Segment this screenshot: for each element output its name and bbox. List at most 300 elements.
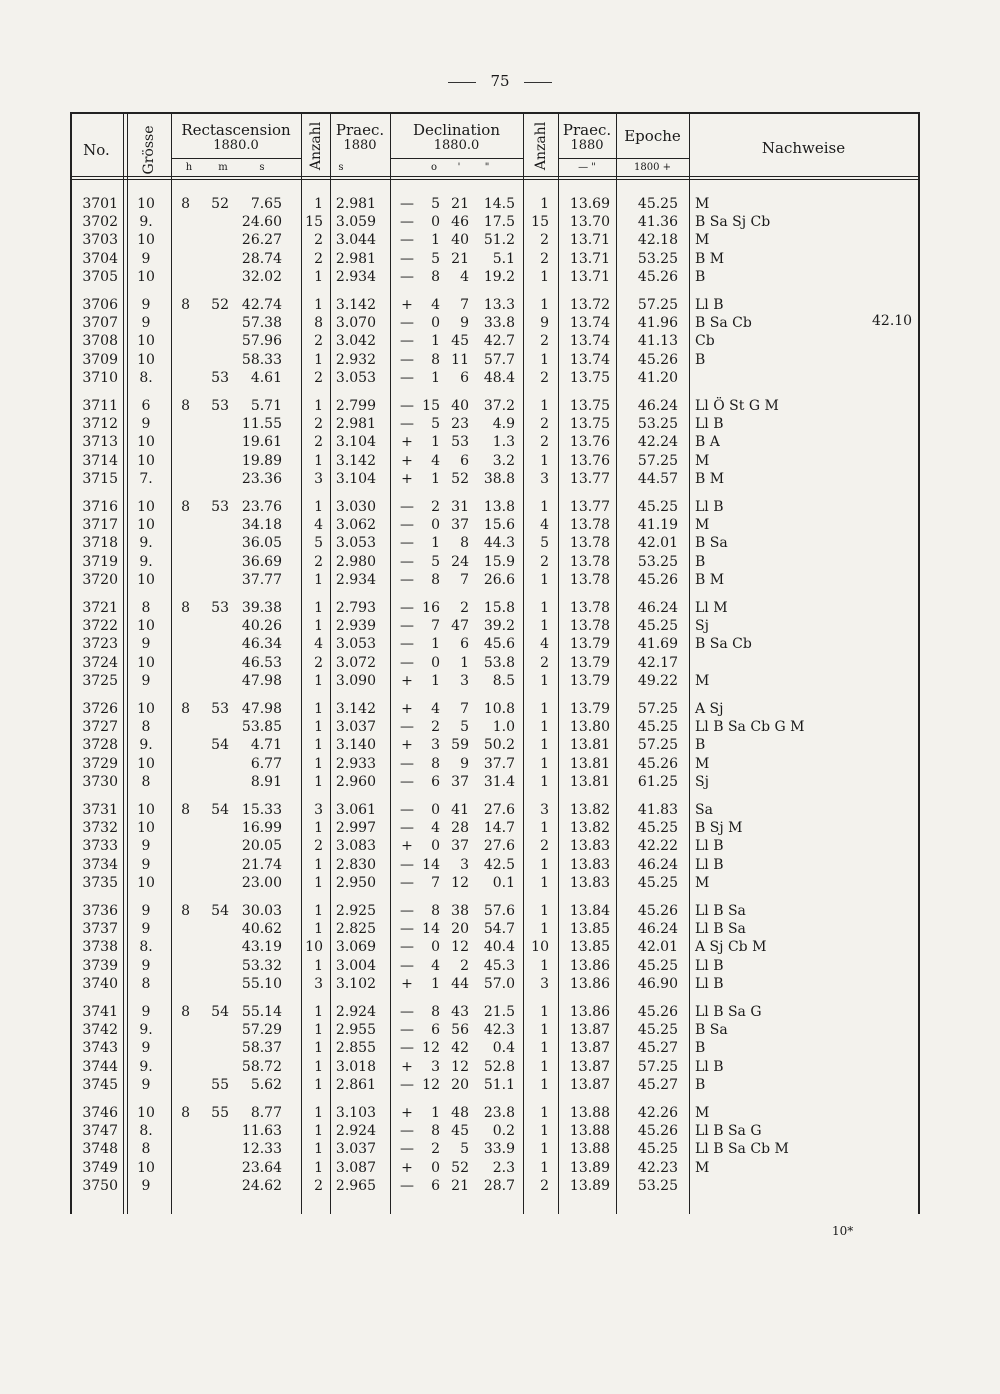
cell-nachweise: B [695,351,706,368]
header-nachweise: Nachweise [761,139,846,157]
cell-dec-min: 44 [451,975,469,992]
cell-dec-sign: + [401,737,413,754]
cell-nachweise: Ll M [695,600,728,616]
cell-ra-s: 19.89 [241,452,282,469]
cell-praec2: 13.81 [569,737,610,754]
cell-no: 3749 [82,1159,118,1176]
cell-ra-s: 40.26 [241,618,282,635]
cell-dec-sign: + [401,838,413,855]
cell-dec-sign: — [400,398,414,414]
cell-dec-sign: — [400,1040,414,1057]
cell-praec2: 13.85 [569,921,610,938]
header-praec2-title: Praec. [562,121,612,139]
cell-dec-sign: — [400,802,414,818]
cell-praec2: 13.87 [569,1058,610,1075]
cell-epoche: 53.25 [637,250,678,267]
cell-nachweise: B [695,1076,706,1093]
cell-dec-min: 59 [451,737,469,754]
cell-dec-sec: 42.5 [483,856,515,873]
cell-ra-s: 28.74 [241,250,282,267]
cell-anzahl2: 1 [540,773,549,790]
cell-anzahl1: 1 [314,1022,323,1039]
cell-praec1: 2.799 [335,398,376,414]
cell-anzahl1: 1 [314,874,323,891]
cell-dec-deg: 2 [431,499,440,515]
header-dec-deg: o [430,162,438,173]
cell-dec-sign: — [400,1123,414,1140]
cell-dec-sign: + [401,452,413,469]
cell-nachweise: A Sj [695,701,724,717]
table-row [70,433,920,451]
cell-ra-s: 11.63 [241,1123,282,1140]
cell-ra-s: 55.10 [241,975,282,992]
table-row [70,736,920,754]
cell-dec-sec: 15.9 [483,553,515,570]
cell-no: 3724 [82,654,118,671]
cell-praec2: 13.82 [569,802,610,818]
cell-dec-min: 3 [460,856,469,873]
cell-anzahl1: 3 [314,975,323,992]
cell-dec-deg: 5 [431,196,440,212]
cell-groesse: 10 [137,434,155,451]
cell-dec-sec: 1.0 [492,719,515,736]
cell-ra-s: 6.77 [250,755,282,772]
cell-nachweise: Sj [695,773,709,790]
cell-praec2: 13.79 [569,701,610,717]
cell-anzahl1: 1 [314,921,323,938]
cell-praec1: 2.950 [335,874,376,891]
cell-groesse: 10 [137,701,155,717]
header-dec-sec: " [484,162,490,173]
cell-praec2: 13.87 [569,1040,610,1057]
cell-groesse: 9 [141,315,151,332]
cell-dec-sec: 57.0 [483,975,515,992]
cell-dec-sign: — [400,600,414,616]
cell-praec2: 13.74 [569,351,610,368]
cell-praec2: 13.85 [569,939,610,956]
cell-epoche: 46.24 [637,921,678,938]
cell-epoche: 46.24 [637,856,678,873]
cell-nachweise: M [695,232,710,249]
cell-groesse: 8 [141,600,151,616]
cell-dec-deg: 1 [431,975,440,992]
cell-groesse: 9 [141,250,151,267]
cell-dec-sign: — [400,755,414,772]
cell-anzahl2: 1 [540,1076,549,1093]
cell-dec-min: 43 [451,1004,469,1020]
cell-dec-sign: + [401,1159,413,1176]
table-row [70,1076,920,1094]
header-ra-s: s [259,162,265,173]
cell-dec-sec: 38.8 [483,470,515,487]
cell-ra-s: 55.14 [241,1004,282,1020]
cell-dec-min: 5 [460,719,469,736]
cell-anzahl1: 1 [314,1076,323,1093]
cell-dec-min: 4 [460,268,469,285]
cell-dec-deg: 14 [422,921,440,938]
cell-epoche: 42.01 [637,535,678,552]
cell-praec2: 13.75 [569,416,610,433]
cell-dec-sign: — [400,535,414,552]
header-praec1-title: Praec. [335,121,385,139]
cell-dec-sec: 50.2 [483,737,515,754]
cell-no: 3742 [82,1022,118,1039]
cell-epoche: 57.25 [637,297,678,313]
cell-anzahl1: 2 [314,553,323,570]
cell-praec1: 3.044 [335,232,376,249]
cell-anzahl1: 2 [314,434,323,451]
cell-no: 3701 [82,196,118,212]
header-anzahl1: Anzahl [308,121,324,171]
cell-ra-s: 57.38 [241,315,282,332]
cell-dec-sign: — [400,1177,414,1194]
cell-no: 3722 [82,618,118,635]
cell-no: 3711 [82,398,118,414]
header-rule [70,176,920,177]
cell-dec-deg: 0 [431,939,440,956]
cell-dec-min: 7 [460,701,469,717]
cell-praec2: 13.78 [569,618,610,635]
cell-ra-h: 8 [181,297,190,313]
table-top-rule [70,112,920,114]
cell-dec-sign: — [400,1004,414,1020]
cell-epoche: 49.22 [637,672,678,689]
cell-groesse: 9. [139,737,153,754]
cell-praec2: 13.77 [569,470,610,487]
table-row [70,975,920,993]
cell-dec-sec: 54.7 [483,921,515,938]
cell-praec1: 2.861 [335,1076,376,1093]
cell-anzahl2: 3 [540,802,549,818]
cell-dec-deg: 1 [431,434,440,451]
cell-groesse: 9 [141,856,151,873]
cell-praec1: 3.142 [335,701,376,717]
cell-dec-min: 3 [460,672,469,689]
cell-epoche: 41.69 [637,636,678,653]
table-row [70,1021,920,1039]
cell-no: 3729 [82,755,118,772]
cell-dec-sec: 40.4 [483,939,515,956]
cell-ra-s: 16.99 [241,820,282,837]
cell-anzahl1: 2 [314,232,323,249]
cell-groesse: 10 [137,499,155,515]
cell-groesse: 6 [141,398,151,414]
table-row [70,1122,920,1140]
cell-anzahl2: 15 [531,214,549,231]
cell-dec-sec: 21.5 [483,1004,515,1020]
cell-dec-min: 6 [460,369,469,386]
header-dec-epoch: 1880.0 [433,138,480,153]
cell-dec-sec: 19.2 [483,268,515,285]
cell-anzahl2: 1 [540,1123,549,1140]
table-row [70,571,920,589]
cell-epoche: 46.24 [637,600,678,616]
cell-no: 3737 [82,921,118,938]
cell-anzahl2: 9 [540,315,549,332]
cell-dec-min: 20 [451,1076,469,1093]
cell-groesse: 10 [137,1105,155,1121]
cell-nachweise: A Sj Cb M [695,939,767,956]
cell-groesse: 9 [141,1177,151,1194]
cell-nachweise: Ll B Sa Cb M [695,1141,789,1158]
cell-groesse: 8 [141,719,151,736]
cell-dec-deg: 15 [422,398,440,414]
cell-no: 3747 [82,1123,118,1140]
cell-anzahl1: 2 [314,369,323,386]
cell-dec-deg: 0 [431,214,440,231]
cell-no: 3736 [82,903,118,919]
cell-dec-sec: 26.6 [483,571,515,588]
cell-no: 3704 [82,250,118,267]
cell-dec-sec: 42.7 [483,333,515,350]
cell-dec-sec: 51.2 [483,232,515,249]
cell-anzahl2: 2 [540,250,549,267]
cell-ra-s: 12.33 [241,1141,282,1158]
cell-epoche: 42.22 [637,838,678,855]
cell-praec1: 2.981 [335,250,376,267]
cell-ra-s: 57.96 [241,333,282,350]
cell-no: 3702 [82,214,118,231]
cell-ra-s: 26.27 [241,232,282,249]
cell-anzahl2: 1 [540,1004,549,1020]
cell-dec-deg: 1 [431,672,440,689]
cell-anzahl2: 3 [540,975,549,992]
cell-anzahl1: 1 [314,499,323,515]
cell-nachweise: Sj [695,618,709,635]
cell-dec-sec: 53.8 [483,654,515,671]
cell-praec2: 13.76 [569,452,610,469]
header-ra-h: h [185,162,193,173]
cell-praec1: 2.965 [335,1177,376,1194]
cell-dec-sign: — [400,1141,414,1158]
cell-dec-min: 2 [460,957,469,974]
cell-anzahl2: 1 [540,268,549,285]
cell-ra-s: 21.74 [241,856,282,873]
cell-ra-s: 47.98 [241,701,282,717]
cell-anzahl1: 5 [314,535,323,552]
cell-dec-min: 21 [451,196,469,212]
table-row [70,920,920,938]
cell-anzahl2: 1 [540,1159,549,1176]
cell-no: 3715 [82,470,118,487]
table-row [70,718,920,736]
cell-praec2: 13.74 [569,315,610,332]
cell-anzahl2: 1 [540,499,549,515]
cell-anzahl1: 1 [314,1058,323,1075]
cell-dec-deg: 6 [431,1022,440,1039]
cell-dec-sec: 33.9 [483,1141,515,1158]
cell-ra-s: 24.62 [241,1177,282,1194]
cell-dec-min: 37 [451,517,469,534]
cell-dec-sec: 14.5 [483,196,515,212]
table-row [70,902,920,920]
cell-epoche: 41.83 [637,802,678,818]
cell-epoche: 57.25 [637,1058,678,1075]
cell-anzahl1: 1 [314,701,323,717]
cell-groesse: 9. [139,535,153,552]
cell-nachweise: Ll B Sa [695,921,746,938]
cell-dec-min: 40 [451,398,469,414]
cell-dec-deg: 4 [431,297,440,313]
table-row [70,1003,920,1021]
cell-groesse: 10 [137,755,155,772]
cell-praec1: 3.018 [335,1058,376,1075]
cell-anzahl1: 1 [314,672,323,689]
cell-anzahl1: 4 [314,636,323,653]
cell-praec1: 3.053 [335,369,376,386]
cell-no: 3718 [82,535,118,552]
cell-epoche: 45.26 [637,1123,678,1140]
cell-groesse: 8 [141,1141,151,1158]
cell-dec-min: 38 [451,903,469,919]
cell-no: 3713 [82,434,118,451]
cell-dec-min: 7 [460,297,469,313]
cell-dec-sign: + [401,297,413,313]
cell-groesse: 10 [137,196,155,212]
cell-praec1: 3.103 [335,1105,376,1121]
cell-dec-sign: + [401,1058,413,1075]
table-row [70,654,920,672]
cell-praec2: 13.72 [569,297,610,313]
cell-praec1: 3.070 [335,315,376,332]
cell-praec1: 3.059 [335,214,376,231]
cell-praec2: 13.75 [569,369,610,386]
header-ra-epoch: 1880.0 [213,138,259,153]
cell-praec2: 13.88 [569,1141,610,1158]
cell-nachweise: B M [695,571,725,588]
cell-dec-sign: — [400,874,414,891]
cell-anzahl1: 3 [314,802,323,818]
table-row [70,534,920,552]
cell-epoche: 45.26 [637,571,678,588]
cell-ra-s: 53.85 [241,719,282,736]
table-row [70,617,920,635]
cell-dec-sec: 57.7 [483,351,515,368]
cell-dec-deg: 0 [431,654,440,671]
cell-dec-deg: 4 [431,701,440,717]
cell-dec-sec: 51.1 [483,1076,515,1093]
cell-anzahl2: 2 [540,369,549,386]
cell-anzahl1: 10 [305,939,323,956]
cell-nachweise: M [695,196,710,212]
praec-epoche-unit-rule [559,158,690,159]
cell-anzahl1: 1 [314,737,323,754]
cell-praec2: 13.86 [569,975,610,992]
cell-dec-sec: 23.8 [483,1105,515,1121]
cell-nachweise: B Sa [695,1022,728,1039]
cell-epoche: 45.26 [637,755,678,772]
cell-groesse: 9. [139,214,153,231]
cell-dec-sec: 15.8 [483,600,515,616]
cell-epoche: 45.26 [637,903,678,919]
cell-epoche: 45.27 [637,1040,678,1057]
cell-groesse: 10 [137,820,155,837]
cell-dec-min: 28 [451,820,469,837]
cell-epoche: 42.26 [637,1105,678,1121]
cell-groesse: 10 [137,517,155,534]
cell-praec1: 2.932 [335,351,376,368]
table-row [70,195,920,213]
cell-anzahl1: 1 [314,1004,323,1020]
cell-epoche: 44.57 [637,470,678,487]
cell-anzahl1: 1 [314,957,323,974]
cell-anzahl1: 1 [314,856,323,873]
cell-praec1: 2.955 [335,1022,376,1039]
cell-ra-s: 36.05 [241,535,282,552]
cell-dec-sec: 0.1 [492,874,515,891]
cell-dec-sign: — [400,196,414,212]
cell-epoche: 46.24 [637,398,678,414]
cell-nachweise: B Sj M [695,820,743,837]
cell-no: 3712 [82,416,118,433]
cell-praec2: 13.86 [569,957,610,974]
cell-epoche: 53.25 [637,1177,678,1194]
cell-nachweise: Ll B [695,416,724,433]
cell-nachweise: B [695,737,706,754]
table-row [70,516,920,534]
header-epoche-title: Epoche [624,127,681,145]
cell-praec1: 3.004 [335,957,376,974]
cell-praec1: 3.142 [335,452,376,469]
cell-ra-s: 5.71 [250,398,282,414]
cell-anzahl1: 2 [314,654,323,671]
cell-praec2: 13.89 [569,1159,610,1176]
cell-epoche: 45.25 [637,618,678,635]
cell-ra-h: 8 [181,398,190,414]
cell-anzahl2: 1 [540,1105,549,1121]
cell-dec-sec: 3.2 [492,452,515,469]
table-row [70,268,920,286]
cell-dec-sec: 5.1 [492,250,515,267]
cell-anzahl1: 1 [314,719,323,736]
cell-praec2: 13.82 [569,820,610,837]
cell-praec1: 3.072 [335,654,376,671]
table-row [70,1177,920,1195]
cell-nachweise: M [695,755,710,772]
cell-dec-deg: 12 [422,1040,440,1057]
cell-groesse: 10 [137,452,155,469]
cell-dec-sec: 45.6 [483,636,515,653]
header-dec-min: ' [457,162,461,173]
cell-epoche: 53.25 [637,553,678,570]
cell-dec-sec: 15.6 [483,517,515,534]
cell-ra-s: 40.62 [241,921,282,938]
cell-praec1: 3.069 [335,939,376,956]
table-row [70,801,920,819]
cell-praec1: 2.981 [335,196,376,212]
cell-nachweise: Ll B Sa Cb G M [695,719,805,736]
cell-dec-min: 6 [460,636,469,653]
cell-dec-min: 52 [451,1159,469,1176]
cell-ra-s: 5.62 [250,1076,282,1093]
cell-dec-min: 52 [451,470,469,487]
cell-ra-s: 23.00 [241,874,282,891]
cell-praec2: 13.69 [569,196,610,212]
cell-dec-deg: 12 [422,1076,440,1093]
cell-anzahl1: 1 [314,398,323,414]
cell-anzahl2: 4 [540,517,549,534]
header-praec2-unit: — " [578,162,596,173]
cell-praec1: 3.037 [335,719,376,736]
cell-groesse: 9 [141,416,151,433]
cell-ra-s: 57.29 [241,1022,282,1039]
cell-ra-m: 54 [211,1004,229,1020]
cell-anzahl1: 3 [314,470,323,487]
cell-nachweise: B Sa [695,535,728,552]
cell-groesse: 9 [141,957,151,974]
cell-anzahl2: 1 [540,600,549,616]
cell-ra-h: 8 [181,196,190,212]
